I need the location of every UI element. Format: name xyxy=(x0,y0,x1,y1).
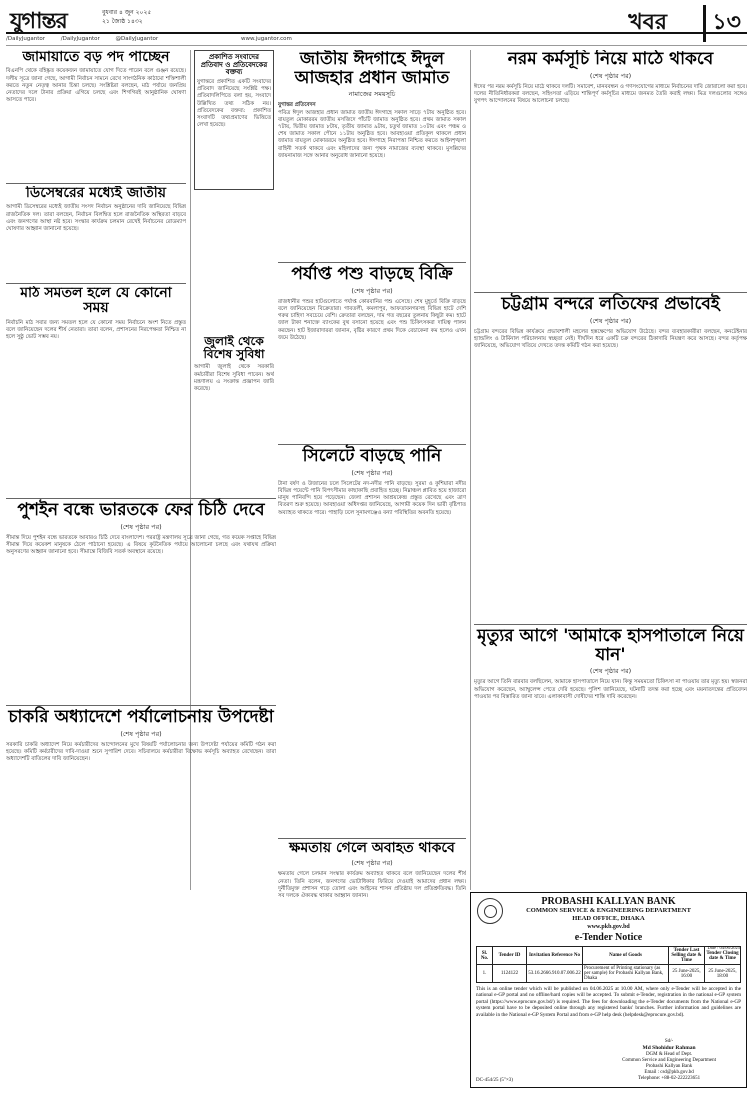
headline: পুশইন বন্ধে ভারতকে ফের চিঠি দেবে xyxy=(17,500,265,520)
column-divider xyxy=(470,50,471,890)
headline: চাকরি অধ্যাদেশে পর্যালোচনায় উপদেষ্টা xyxy=(8,707,274,727)
article-power xyxy=(278,838,466,1088)
table-cell: 25 June-2025, 18:00 xyxy=(705,965,741,983)
signature-sd: Sd/- xyxy=(664,1039,674,1044)
headline: প্রকাশিত সংবাদের প্রতিবাদ ও প্রতিবেদকের বক্তব্য xyxy=(200,52,268,77)
article-body: সীমান্ত দিয়ে পুশইন বন্ধে ভারতকে আবারও চিঠি দেবে বাংলাদেশ। পররাষ্ট্র মন্ত্রণালয় সূত্রে জানা গেছে, গত কয়েক সপ্তাহে বিভিন্ন সীমান্ত দিয়ে কয়েকশ মানুষকে ঠেলে পাঠানো হয়েছে। এ বিষয়ে কূটনৈতিক পর্যায়ে আলোচনা চলছে এবং যথাযথ প্রক্রিয়া অনুসরণের আহ্বান জানানো হবে। সীমান্তে বিজিবি সতর্ক অবস্থানে রয়েছে। xyxy=(6,534,276,556)
contact-phone: Telephone: +88-02-222223651 xyxy=(638,1076,701,1081)
continuation-note: (শেষ পৃষ্ঠার পর) xyxy=(120,729,162,738)
article-body: যুগান্তরে প্রকাশিত একটি সংবাদের প্রতিবাদ জানিয়েছে সংশ্লিষ্ট পক্ষ। প্রতিবাদলিপিতে বলা হয়, সংবাদে উল্লিখিত তথ্য সঠিক নয়। প্রতিবেদকের বক্তব্য: প্রকাশিত সংবাদটি তথ্যপ্রমাণের ভিত্তিতে লেখা হয়েছে। xyxy=(197,79,271,129)
article-body: আগামী জুলাই থেকে সরকারি কর্মচারীরা বিশেষ সুবিধা পাবেন। অর্থ মন্ত্রণালয় এ সংক্রান্ত প্রজ্ঞাপন জারি করেছে। xyxy=(194,364,274,392)
social-bar xyxy=(6,36,747,46)
continuation-note: (শেষ পৃষ্ঠার পর) xyxy=(589,71,632,80)
department-name: COMMON SERVICE & ENGINEERING DEPARTMENT xyxy=(526,907,691,914)
date-gregorian: বুধবার ৪ জুন ২০২৫ xyxy=(102,9,152,16)
article-jamat xyxy=(6,50,186,182)
article-eid xyxy=(278,50,466,260)
headline: পর্যাপ্ত পশু বাড়ছে বিক্রি xyxy=(291,264,453,284)
signatory-organization: Probashi Kallyan Bank xyxy=(645,1064,693,1069)
article-body: নির্বাচনি মাঠ সবার জন্য সমতল হলে যে কোনো সময় নির্বাচনে অংশ নিতে প্রস্তুত বলে জানিয়েছেন দলের শীর্ষ নেতারা। তারা বলেন, প্রশাসনের নিরপেক্ষতা নিশ্চিত না হলে সুষ্ঠু ভোট সম্ভব নয়। xyxy=(6,319,186,341)
article-protest-statement xyxy=(194,50,274,190)
article-body: বিএনপি থেকে বহিষ্কৃত কয়েকজন জামায়াতে যোগ দিতে পারেন বলে গুঞ্জন রয়েছে। দলীয় সূত্রে জানা গেছে, আগামী নির্বাচন সামনে রেখে সাংগঠনিক কাঠামো শক্তিশালী করতে নতুন নেতৃত্ব আনার চিন্তা চলছে। সংশ্লিষ্টরা বলছেন, মাঠ পর্যায়ে জনপ্রিয় নেতাদের দলে টানার প্রক্রিয়া এগিয়ে চলছে এবং শিগগিরই আনুষ্ঠানিক ঘোষণা আসতে পারে। xyxy=(6,68,186,104)
table-cell: 1124122 xyxy=(493,965,527,983)
table-header: Tender Last Selling date & Time xyxy=(669,947,705,965)
article-body: পবিত্র ঈদুল আজহার প্রধান জামাত জাতীয় ঈদগাহে সকাল সাড়ে ৭টায় অনুষ্ঠিত হবে। বায়তুল মোকাররম জাতীয় মসজিদে পাঁচটি জামাত অনুষ্ঠিত হবে। প্রথম জামাত সকাল ৭টায়, দ্বিতীয় জামাত ৮টায়, তৃতীয় জামাত ৯টায়, চতুর্থ জামাত ১০টায় এবং পঞ্চম ও শেষ জামাত সকাল পৌনে ১১টায় অনুষ্ঠিত হবে। আবহাওয়া প্রতিকূল থাকলে প্রধান জামাত বায়তুল মোকাররমে অনুষ্ঠিত হবে। ঈদগাহে নিরাপত্তা নিশ্চিত করতে আইনশৃঙ্খলা বাহিনী সতর্ক থাকবে এবং মহিলাদের জন্য পৃথক নামাজের ব্যবস্থা থাকবে। মুসল্লিদের জায়নামাজ সঙ্গে আনার অনুরোধ জানানো হয়েছে। xyxy=(278,109,466,159)
office-name: HEAD OFFICE, DHAKA xyxy=(572,915,645,922)
tender-table xyxy=(476,946,741,983)
headline: জামায়াতে বড় পদ পাচ্ছেন xyxy=(22,50,170,65)
article-december xyxy=(6,186,186,281)
article-body: ঈদের পর নরম কর্মসূচি নিয়ে মাঠে থাকবে দলটি। সমাবেশ, মানববন্ধন ও গণসংযোগের মাধ্যমে নির্বাচনের দাবি জোরালো করা হবে। দলের নীতিনির্ধারকরা বলছেন, সহিংসতা এড়িয়ে শান্তিপূর্ণ কর্মসূচির মাধ্যমে জনমত তৈরি করাই লক্ষ্য। মিত্র দলগুলোর সঙ্গেও যুগপৎ আন্দোলনের বিষয়ে আলোচনা চলছে। xyxy=(474,83,747,105)
signature-block xyxy=(622,1039,716,1082)
article-body: রাজধানীর পশুর হাটগুলোতে পর্যাপ্ত কোরবানির পশু এসেছে। শেষ মুহূর্তে বিক্রি বাড়ছে বলে জানিয়েছেন বিক্রেতারা। গাবতলী, কমলাপুর, আফতাবনগরসহ বিভিন্ন হাটে দেশি গরুর চাহিদা সবচেয়ে বেশি। ক্রেতারা বলছেন, দাম গত বছরের তুলনায় কিছুটা কম। হাটে জাল টাকা শনাক্তে ব্যাংকের বুথ বসানো হয়েছে এবং পশু চিকিৎসকরা দায়িত্ব পালন করছেন। হাট ইজারাদাররা জানান, বৃষ্টির কারণে প্রথম দিকে বেচাকেনা কম হলেও এখন জমে উঠেছে। xyxy=(278,298,466,341)
website-link[interactable]: www.jugantor.com xyxy=(241,36,292,42)
article-death xyxy=(474,624,747,888)
tender-notice-ad xyxy=(470,892,747,1088)
ad-code: DC-454/25 (5"×3) xyxy=(476,1078,513,1083)
article-chattogram-port xyxy=(474,292,747,622)
contact-email[interactable]: Email : csd@pkb.gov.bd xyxy=(644,1070,694,1075)
divider xyxy=(6,283,186,284)
continuation-note: (শেষ পৃষ্ঠার পর) xyxy=(351,468,393,477)
masthead xyxy=(6,4,747,34)
date-bengali: ২১ জ্যৈষ্ঠ ১৪৩২ xyxy=(102,18,143,25)
table-header: Sl. No. xyxy=(477,947,493,965)
facebook-handle[interactable]: /DailyJugantor xyxy=(6,36,46,42)
bank-name: PROBASHI KALLYAN BANK xyxy=(541,896,676,907)
table-cell: 25 June-2025, 16:00 xyxy=(669,965,705,983)
article-body: টানা বর্ষণ ও উজানের ঢলে সিলেটের নদ-নদীর পানি বাড়ছে। সুরমা ও কুশিয়ারা নদীর বিভিন্ন পয়েন্টে পানি বিপৎসীমার কাছাকাছি প্রবাহিত হচ্ছে। নিম্নাঞ্চল প্লাবিত হয়ে হাজারো মানুষ পানিবন্দি হয়ে পড়েছেন। জেলা প্রশাসন আশ্রয়কেন্দ্র প্রস্তুত রেখেছে এবং ত্রাণ বিতরণ শুরু হয়েছে। আবহাওয়া অধিদপ্তর জানিয়েছে, আগামী কয়েক দিন ভারী বৃষ্টিপাত অব্যাহত থাকতে পারে। পাহাড়ি ঢলে সুনামগঞ্জেও বন্যা পরিস্থিতির অবনতি হয়েছে। xyxy=(278,480,466,516)
bank-website[interactable]: www.pkb.gov.bd xyxy=(587,924,630,930)
headline: ক্ষমতায় গেলে অবাহত থাকবে xyxy=(289,840,455,856)
continuation-note: (শেষ পৃষ্ঠার পর) xyxy=(589,667,632,676)
notice-date: Date : 04/06/2025 xyxy=(707,945,740,950)
headline: মৃত্যুর আগে 'আমাকে হাসপাতালে নিয়ে যান' xyxy=(477,626,744,665)
headline: ডিসেম্বরের মধ্যেই জাতীয় xyxy=(25,186,167,201)
continuation-note: (শেষ পৃষ্ঠার পর) xyxy=(120,522,162,531)
twitter-handle[interactable]: @DailyJugantor xyxy=(115,36,159,42)
notice-title: e-Tender Notice xyxy=(574,932,643,943)
article-body: মৃত্যুর আগে তিনি বারবার বলছিলেন, আমাকে হাসপাতালে নিয়ে যান। কিন্তু সময়মতো চিকিৎসা না পাওয়ায় তার মৃত্যু হয়। স্বজনরা অভিযোগ করেছেন, অ্যাম্বুলেন্স পেতে দেরি হয়েছে। পুলিশ জানিয়েছে, ঘটনাটি তদন্ত করা হচ্ছে এবং ময়নাতদন্তের প্রতিবেদন পাওয়ার পর বিস্তারিত জানা যাবে। এলাকাবাসী দোষীদের শাস্তি দাবি করেছেন। xyxy=(474,679,747,700)
article-job-ordinance xyxy=(6,705,276,1088)
table-cell: 1. xyxy=(477,965,493,983)
headline: মাঠ সমতল হলে যে কোনো সময় xyxy=(20,286,172,317)
table-header: Tender Closing date & Time xyxy=(705,947,741,965)
table-cell: 53.16.2666.910.07.006.22 xyxy=(527,965,583,983)
bank-logo-icon xyxy=(477,898,503,924)
page-number: ১৩ xyxy=(703,5,741,42)
article-pushin xyxy=(6,498,276,688)
headline: জাতীয় ঈদগাহে ঈদুল আজহার প্রধান জামাত xyxy=(294,50,450,88)
subheadline: নামাজের সময়সূচি xyxy=(348,90,396,99)
continuation-note: (শেষ পৃষ্ঠার পর) xyxy=(589,316,632,325)
signatory-department: Common Service and Engineering Department xyxy=(622,1058,716,1063)
youtube-handle[interactable]: /DailyJugantor xyxy=(60,36,100,42)
divider xyxy=(6,183,186,184)
article-soft-program xyxy=(474,50,747,290)
article-body: সরকারি চাকরি অধ্যাদেশ নিয়ে কর্মচারীদের আন্দোলনের মুখে বিষয়টি পর্যালোচনার জন্য উপদেষ্টা পর্যায়ের কমিটি গঠন করা হয়েছে। কমিটি কর্মচারীদের দাবি-দাওয়া শুনে সুপারিশ দেবে। সচিবালয়ে কর্মচারীরা বিক্ষোভ কর্মসূচি অব্যাহত রেখেছেন। তারা অধ্যাদেশটি বাতিলের দাবি জানিয়েছেন। xyxy=(6,741,276,763)
headline: জুলাই থেকে বিশেষ সুবিধা xyxy=(203,335,265,362)
issue-date xyxy=(102,8,151,26)
table-header: Name of Goods xyxy=(583,947,669,965)
table-header: Invitation Reference No xyxy=(527,947,583,965)
section-title: খবর xyxy=(628,9,667,35)
article-math xyxy=(6,286,186,496)
signatory-title: DGM & Head of Dept. xyxy=(645,1052,693,1057)
table-cell: Procurement of Printing stationary (as per sample) for Probashi Kallyan Bank, Dhaka xyxy=(583,965,669,983)
byline: যুগান্তর প্রতিবেদন xyxy=(278,102,316,109)
newspaper-logo: যুগান্তর xyxy=(10,8,67,34)
article-livestock xyxy=(278,262,466,442)
headline: নরম কর্মসূচি নিয়ে মাঠে থাকবে xyxy=(507,50,714,69)
signatory-name: Md Shohidur Rahman xyxy=(642,1045,696,1051)
article-body: ক্ষমতায় গেলে চলমান সংস্কার কার্যক্রম অব্যাহত থাকবে বলে জানিয়েছেন দলের শীর্ষ নেতা। তিনি বলেন, জনগণের ভোটাধিকার ফিরিয়ে দেওয়াই আমাদের প্রধান লক্ষ্য। দুর্নীতিমুক্ত প্রশাসন গড়ে তোলা এবং আইনের শাসন প্রতিষ্ঠায় দল প্রতিশ্রুতিবদ্ধ। তিনি সব দলকে ঐক্যবদ্ধ থাকার আহ্বান জানান। xyxy=(278,871,466,899)
article-july xyxy=(194,335,274,495)
notice-body: This is an online tender which will be published on 04.06.2025 at 10.00 AM, where only e-Tender will be accepted in the national e-GP portal and no offline/hard copies will be accepted. To submit e-Tender, registration in the national e-GP system portal (https://www.eprocure.gov.bd/) is required. The fees for downloading the e-Tender documents from the National e-GP system portal have to be deposited online through any registered banks' branches. Further information and guidelines are available in the National e-GP System Portal and from e-GP help desk (helpdesk@eprocure.gov.bd). xyxy=(476,986,741,1018)
table-header: Tender ID xyxy=(493,947,527,965)
table-row xyxy=(477,965,741,983)
headline: সিলেটে বাড়ছে পানি xyxy=(302,446,442,466)
article-body: চট্টগ্রাম বন্দরের বিভিন্ন কার্যক্রমে প্রভাবশালী মহলের হস্তক্ষেপের অভিযোগ উঠেছে। বন্দর ব্যবহারকারীরা বলছেন, কনটেইনার হ্যান্ডলিং ও টার্মিনাল পরিচালনায় স্বচ্ছতা নেই। দীর্ঘদিন ধরে একটি চক্র বন্দরের ঠিকাদারি নিয়ন্ত্রণ করে আসছে। বন্দর কর্তৃপক্ষ জানিয়েছে, অভিযোগ খতিয়ে দেখতে তদন্ত কমিটি গঠন করা হয়েছে। xyxy=(474,328,747,350)
article-body: আগামী ডিসেম্বরের মধ্যেই জাতীয় সংসদ নির্বাচন অনুষ্ঠানের দাবি জানিয়েছে বিভিন্ন রাজনৈতিক দল। তারা বলছেন, নির্বাচন বিলম্বিত হলে রাজনৈতিক অস্থিরতা বাড়বে এবং জনগণের আস্থা নষ্ট হবে। সংস্কার কার্যক্রম চলমান রেখেই নির্বাচনের রোডম্যাপ ঘোষণার আহ্বান জানানো হয়েছে। xyxy=(6,204,186,232)
article-sylhet xyxy=(278,444,466,694)
headline: চট্টগ্রাম বন্দরে লতিফের প্রভাবেই xyxy=(501,294,720,314)
continuation-note: (শেষ পৃষ্ঠার পর) xyxy=(351,859,393,868)
continuation-note: (শেষ পৃষ্ঠার পর) xyxy=(351,286,393,295)
